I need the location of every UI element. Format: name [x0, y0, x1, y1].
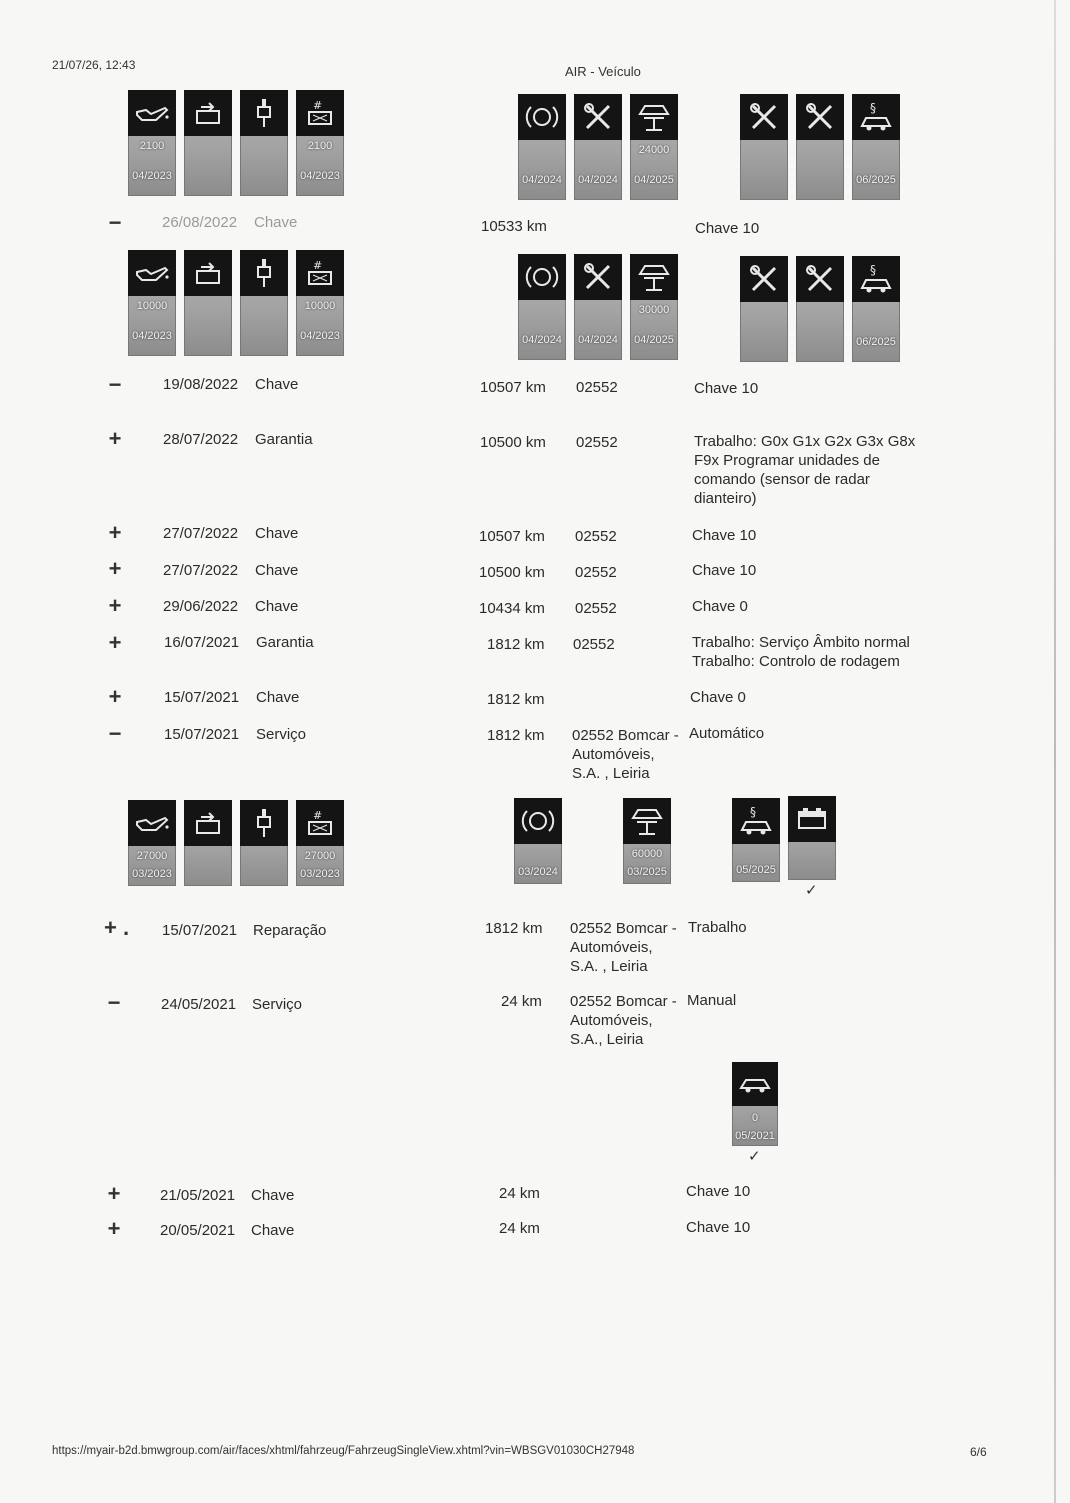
- row-km: 24 km: [499, 1185, 540, 1202]
- row-km: 24 km: [501, 993, 542, 1010]
- tile-date: 05/2025: [736, 864, 776, 876]
- service-tile: [574, 254, 622, 360]
- tile-date: 05/2021: [735, 1130, 775, 1142]
- tile-date: 03/2025: [627, 866, 667, 878]
- row-description: Chave 10: [692, 527, 757, 544]
- row-type: Chave: [256, 689, 300, 706]
- check-mark: ✓: [748, 1148, 761, 1165]
- air-filter-icon: [296, 250, 344, 296]
- oil-can-icon: [128, 90, 176, 136]
- service-tile: [128, 800, 176, 886]
- tile-value: 2100: [139, 140, 165, 152]
- row-dealer: 02552: [573, 636, 615, 653]
- air-filter-icon: [296, 90, 344, 136]
- row-description: Chave 10: [694, 380, 759, 397]
- tile-value: 10000: [304, 300, 336, 312]
- row-km: 10434 km: [479, 600, 545, 617]
- row-date: 27/07/2022: [163, 525, 239, 542]
- tile-value: 30000: [638, 304, 670, 316]
- service-tile: [623, 798, 671, 884]
- tile-date: 03/2023: [132, 868, 172, 880]
- tile-date: 04/2024: [578, 174, 618, 186]
- service-tile: [852, 94, 900, 200]
- tile-value: 10000: [136, 300, 168, 312]
- tile-date: 03/2024: [518, 866, 558, 878]
- row-type: Chave: [251, 1187, 295, 1204]
- service-tile: [740, 256, 788, 362]
- service-tile: [732, 1062, 778, 1146]
- row-type: Chave: [251, 1222, 295, 1239]
- service-tile: [128, 90, 176, 196]
- service-tile: [518, 254, 566, 360]
- row-dealer: 02552 Bomcar - Automóveis, S.A. , Leiria: [572, 727, 679, 782]
- vehicle-inspection-icon: [852, 94, 900, 140]
- service-tile: [296, 250, 344, 356]
- tile-value: 2100: [307, 140, 333, 152]
- service-tile: [852, 256, 900, 362]
- tile-date: 04/2025: [634, 174, 674, 186]
- row-km: 1812 km: [487, 636, 545, 653]
- page-url[interactable]: https://myair-b2d.bmwgroup.com/air/faces/xhtml/fahrzeug/FahrzeugSingleView.xhtml?vin=WBSGV01030CH27948: [52, 1445, 635, 1457]
- vehicle-inspection-icon: [732, 798, 780, 844]
- row-description: Trabalho: Serviço Âmbito normal Trabalho: Controlo de rodagem: [692, 634, 910, 670]
- car-lift-icon: [623, 798, 671, 844]
- row-dealer: 02552: [575, 600, 617, 617]
- tile-value: 27000: [136, 850, 168, 862]
- check-mark: ✓: [805, 882, 818, 899]
- row-description: Chave 10: [695, 220, 760, 237]
- row-type: Garantia: [256, 634, 314, 651]
- air-filter-icon: [296, 800, 344, 846]
- tile-date: 06/2025: [856, 174, 896, 186]
- row-date: 20/05/2021: [160, 1222, 236, 1239]
- row-km: 10507 km: [479, 528, 545, 545]
- tile-date: 04/2024: [522, 174, 562, 186]
- tile-date: 04/2025: [634, 334, 674, 346]
- tools-icon: [796, 94, 844, 140]
- brake-icon: [518, 254, 566, 300]
- service-tile: [518, 94, 566, 200]
- row-dealer: 02552: [575, 528, 617, 545]
- row-km: 10500 km: [480, 434, 546, 451]
- battery-icon: [788, 796, 836, 842]
- tile-date: 04/2023: [300, 170, 340, 182]
- row-km: 24 km: [499, 1220, 540, 1237]
- service-tile: [574, 94, 622, 200]
- page-title: AIR - Veículo: [565, 64, 641, 79]
- row-date: 21/05/2021: [160, 1187, 236, 1204]
- svg-text:#: #: [313, 809, 323, 822]
- spark-plug-icon: [240, 250, 288, 296]
- tools-icon: [740, 94, 788, 140]
- expand-toggle[interactable]: +: [107, 1181, 121, 1206]
- service-tile: [740, 94, 788, 200]
- service-tile: [184, 90, 232, 196]
- svg-text:§: §: [750, 805, 756, 819]
- row-type: Chave: [255, 525, 299, 542]
- service-tile: [184, 800, 232, 886]
- row-description: Chave 0: [690, 689, 746, 706]
- tile-date: 04/2023: [300, 330, 340, 342]
- service-tile: [128, 250, 176, 356]
- collapse-toggle[interactable]: −: [108, 721, 122, 746]
- spark-plug-icon: [240, 800, 288, 846]
- row-date: 26/08/2022: [162, 214, 238, 231]
- expand-toggle[interactable]: +: [108, 593, 122, 618]
- row-date: 15/07/2021: [162, 922, 238, 939]
- row-date: 27/07/2022: [163, 562, 239, 579]
- car-lift-icon: [630, 254, 678, 300]
- expand-toggle[interactable]: +: [108, 520, 122, 545]
- brake-icon: [514, 798, 562, 844]
- row-type: Reparação: [253, 922, 327, 939]
- row-description: Automático: [689, 725, 765, 742]
- expand-toggle[interactable]: + .: [104, 915, 130, 940]
- row-date: 15/07/2021: [164, 726, 240, 743]
- page-edge: [1054, 0, 1056, 1503]
- service-tile: [240, 800, 288, 886]
- row-date: 16/07/2021: [164, 634, 240, 651]
- row-date: 24/05/2021: [161, 996, 237, 1013]
- row-dealer: 02552: [576, 434, 618, 451]
- svg-text:#: #: [313, 99, 323, 112]
- row-date: 28/07/2022: [163, 431, 239, 448]
- service-tile: [240, 90, 288, 196]
- print-timestamp: 21/07/26, 12:43: [52, 58, 136, 72]
- car-icon: [732, 1062, 778, 1106]
- service-tile: [514, 798, 562, 884]
- tools-icon: [574, 254, 622, 300]
- svg-text:§: §: [870, 101, 876, 115]
- fuel-filter-icon: [184, 800, 232, 846]
- tile-value: 0: [751, 1112, 759, 1124]
- row-km: 10500 km: [479, 564, 545, 581]
- brake-icon: [518, 94, 566, 140]
- spark-plug-icon: [240, 90, 288, 136]
- row-type: Serviço: [252, 996, 303, 1013]
- svg-text:#: #: [313, 259, 323, 272]
- row-description: Manual: [687, 992, 737, 1009]
- car-lift-icon: [630, 94, 678, 140]
- tools-icon: [574, 94, 622, 140]
- expand-toggle[interactable]: +: [107, 1216, 121, 1241]
- expand-toggle[interactable]: +: [108, 630, 122, 655]
- svg-text:§: §: [870, 263, 876, 277]
- tile-date: 04/2024: [522, 334, 562, 346]
- tile-value: 60000: [631, 848, 663, 860]
- service-tile: [296, 800, 344, 886]
- row-km: 10507 km: [480, 379, 546, 396]
- fuel-filter-icon: [184, 250, 232, 296]
- oil-can-icon: [128, 250, 176, 296]
- expand-toggle[interactable]: +: [108, 684, 122, 709]
- tools-icon: [740, 256, 788, 302]
- row-description: Trabalho: [688, 919, 747, 936]
- row-date: 15/07/2021: [164, 689, 240, 706]
- row-km: 1812 km: [487, 691, 545, 708]
- row-date: 19/08/2022: [163, 376, 239, 393]
- row-date: 29/06/2022: [163, 598, 239, 615]
- fuel-filter-icon: [184, 90, 232, 136]
- row-description: Chave 10: [686, 1183, 751, 1200]
- service-tile: [732, 798, 780, 882]
- row-description: Trabalho: G0x G1x G2x G3x G8x F9x Programar unidades de comando (sensor de radar dianteiro): [694, 433, 916, 507]
- row-description: Chave 10: [692, 562, 757, 579]
- tile-value: 24000: [638, 144, 670, 156]
- row-type: Garantia: [255, 431, 313, 448]
- row-dealer: 02552 Bomcar - Automóveis, S.A., Leiria: [570, 993, 677, 1048]
- tools-icon: [796, 256, 844, 302]
- service-tile: [630, 254, 678, 360]
- row-description: Chave 10: [686, 1219, 751, 1236]
- row-description: Chave 0: [692, 598, 748, 615]
- collapse-toggle[interactable]: −: [108, 372, 122, 397]
- expand-toggle[interactable]: +: [108, 426, 122, 451]
- collapse-toggle[interactable]: −: [108, 210, 122, 235]
- service-tile: [184, 250, 232, 356]
- row-dealer: 02552 Bomcar - Automóveis, S.A. , Leiria: [570, 920, 677, 975]
- collapse-toggle[interactable]: −: [107, 990, 121, 1015]
- service-tile: [796, 94, 844, 200]
- row-km: 1812 km: [487, 727, 545, 744]
- row-type: Chave: [255, 562, 299, 579]
- row-type: Chave: [255, 376, 299, 393]
- tile-date: 03/2023: [300, 868, 340, 880]
- tile-date: 04/2023: [132, 170, 172, 182]
- row-km: 10533 km: [481, 218, 547, 235]
- service-tile: [630, 94, 678, 200]
- expand-toggle[interactable]: +: [108, 556, 122, 581]
- tile-date: 06/2025: [856, 336, 896, 348]
- page-number: 6/6: [970, 1445, 987, 1459]
- row-dealer: 02552: [575, 564, 617, 581]
- tile-date: 04/2024: [578, 334, 618, 346]
- service-tile: [240, 250, 288, 356]
- oil-can-icon: [128, 800, 176, 846]
- row-dealer: 02552: [576, 379, 618, 396]
- row-km: 1812 km: [485, 920, 543, 937]
- service-tile: [796, 256, 844, 362]
- row-type: Chave: [255, 598, 299, 615]
- tile-date: 04/2023: [132, 330, 172, 342]
- row-type: Serviço: [256, 726, 307, 743]
- service-tile: [788, 796, 836, 880]
- service-tile: [296, 90, 344, 196]
- row-type: Chave: [254, 214, 298, 231]
- tile-value: 27000: [304, 850, 336, 862]
- vehicle-inspection-icon: [852, 256, 900, 302]
